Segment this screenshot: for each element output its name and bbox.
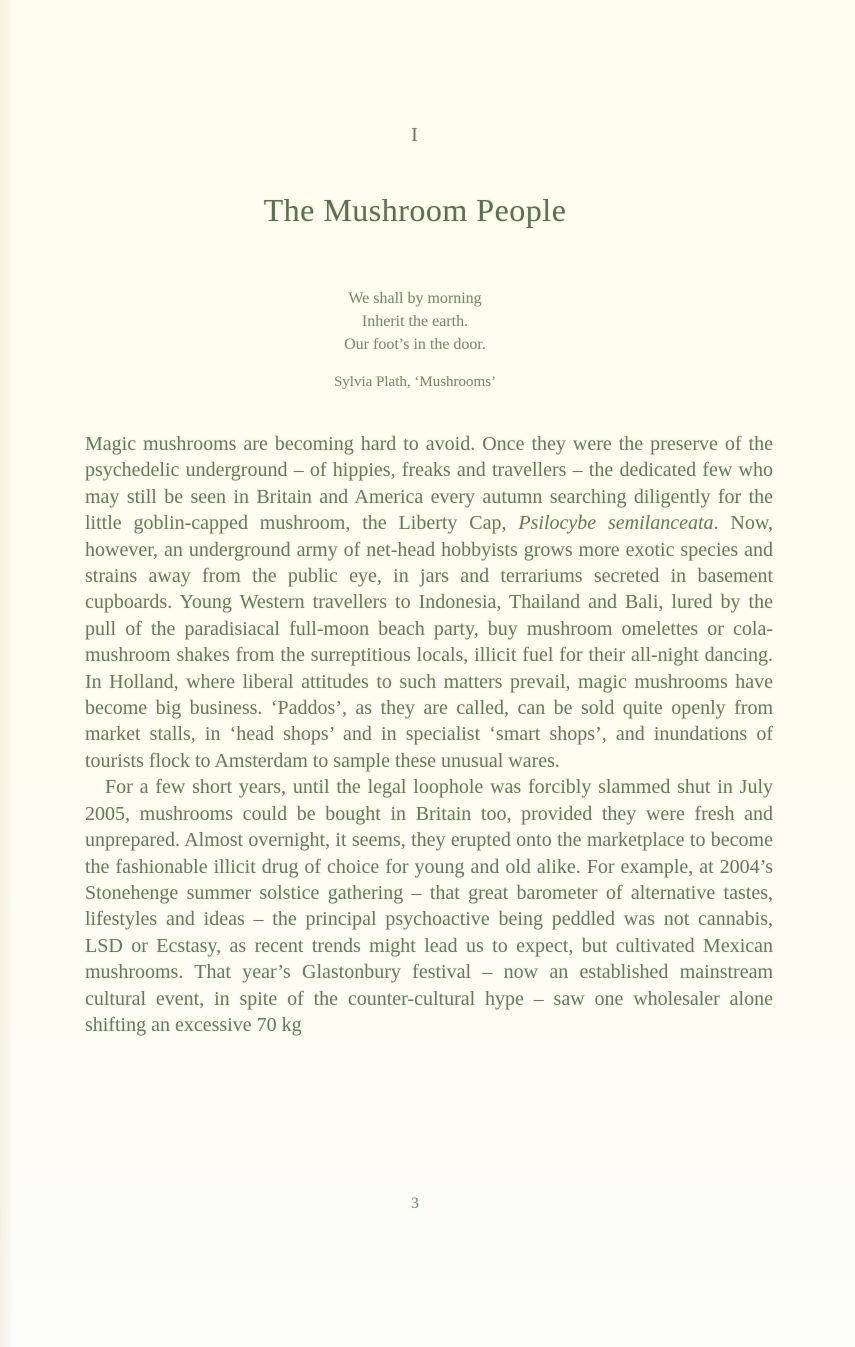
chapter-number: I	[411, 124, 419, 146]
species-name-italic: Psilocybe semilanceata	[518, 512, 714, 535]
epigraph-attribution: Sylvia Plath, ‘Mushrooms’	[333, 374, 497, 390]
paragraph-1	[85, 431, 773, 774]
epigraph-line: Our foot’s in the door.	[344, 336, 486, 353]
body-text	[85, 431, 773, 1038]
paragraph-1-text: Magic mushrooms are becoming hard to avoid. Once they were the preserve of the psychedelic underground – of hippies, freaks and travellers – the dedicated few who may still be seen in Britain and America every autumn searching diligently for the little goblin-capped mushroom, the Liberty Cap,	[85, 433, 773, 535]
page-number: 3	[411, 1195, 419, 1212]
epigraph-line: Inherit the earth.	[361, 313, 469, 330]
epigraph-line: We shall by morning	[348, 290, 482, 307]
epigraph	[0, 287, 830, 356]
paragraph-2: For a few short years, until the legal loophole was forcibly slammed shut in July 2005, mushrooms could be bought in Britain too, provided they were fresh and unprepared. Almost overnight, it seems, they erupted onto the marketplace to become the fashionable illicit drug of choice for young and old alike. For example, at 2004’s Stonehenge summer solstice gathering – that great barometer of alternative tastes, lifestyles and ideas – the principal psychoactive being peddled was not cannabis, LSD or Ecstasy, as recent trends might lead us to expect, but cultivated Mexican mushrooms. That year’s Glastonbury festival – now an established mainstream cultural event, in spite of the counter-cultural hype – saw one wholesaler alone shifting an excessive 70 kg	[85, 776, 773, 1036]
chapter-title: The Mushroom People	[263, 192, 567, 228]
paragraph-1-text-continued: . Now, however, an underground army of net-head hobbyists grows more exotic species and strains away from the public eye, in jars and terrariums secreted in basement cupboards. Young Western travellers to Indonesia, Thailand and Bali, lured by the pull of the paradisiacal full-moon beach party, buy mushroom omelettes or cola-mushroom shakes from the surreptitious locals, illicit fuel for their all-night dancing. In Holland, where liberal attitudes to such matters prevail, magic mushrooms have become big business. ‘Paddos’, as they are called, can be sold quite openly from market stalls, in ‘head shops’ and in specialist ‘smart shops’, and inundations of tourists flock to Amsterdam to sample these unusual wares.	[85, 512, 774, 772]
